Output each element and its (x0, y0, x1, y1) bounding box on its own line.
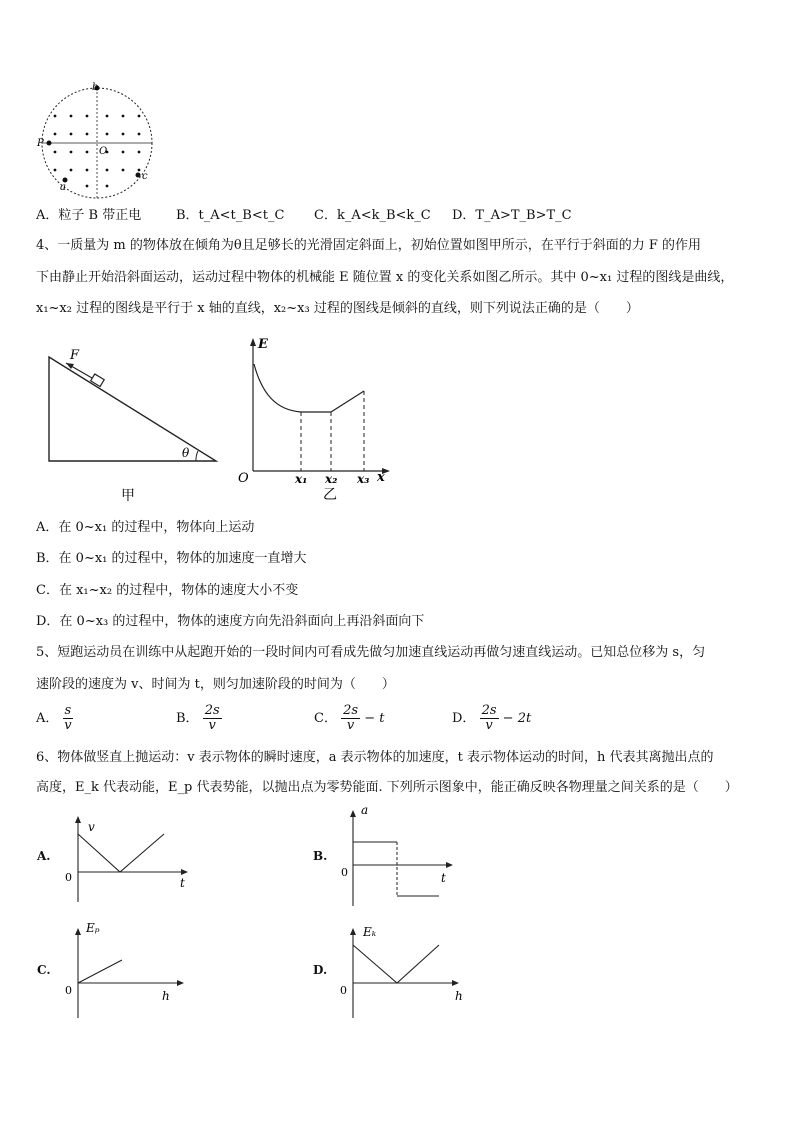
q5-stem-line2: 速阶段的速度为 v、时间为 t，则匀加速阶段的时间为（ ） (36, 677, 395, 692)
field-dot (106, 185, 109, 188)
svg-text:0: 0 (65, 871, 72, 884)
q4-option-b: B．在 0~x₁ 的过程中，物体的加速度一直增大 (36, 551, 307, 566)
field-dot (70, 169, 73, 172)
q6-graph-d-ek-h (335, 920, 475, 1020)
q4-stem-line1: 4、一质量为 m 的物体放在倾角为θ且足够长的光滑固定斜面上，初始位置如图甲所示，在平行于斜面的力 F 的作用 (36, 238, 701, 253)
q5-option-a: A． $\frac{s}{v}$ (36, 703, 72, 733)
incline-figure-jia (46, 345, 226, 505)
svg-text:h: h (455, 989, 463, 1003)
x3-label: x₃ (357, 472, 370, 486)
field-dot (138, 115, 141, 118)
svg-text:0: 0 (340, 984, 347, 997)
field-dot (70, 115, 73, 118)
angle-label: θ (182, 446, 190, 460)
field-dot (138, 133, 141, 136)
field-dot (122, 169, 125, 172)
q6-graph-c-label: C. (37, 963, 51, 977)
q3-option-a: A．粒子 B 带正电 (36, 208, 142, 223)
q5-option-c: C． $\frac{2s}{v}$ − t (314, 703, 385, 733)
field-dot (106, 115, 109, 118)
q4-option-a: A．在 0~x₁ 的过程中，物体向上运动 (36, 520, 255, 535)
field-dot (54, 169, 57, 172)
q5-option-b: B． $\frac{2s}{v}$ (176, 703, 220, 733)
x2-label: x₂ (325, 472, 338, 486)
q6-stem-line1: 6、物体做竖直上抛运动：v 表示物体的瞬时速度，a 表示物体的加速度，t 表示物体运动的时间，h 代表其离抛出点的 (36, 750, 714, 765)
q3-option-c: C．k_A<k_B<k_C (314, 208, 431, 223)
q5-stem-line1: 5、短跑运动员在训练中从起跑开始的一段时间内可看成先做匀加速直线运动再做匀速直线运动。已知总位移为 s，匀 (36, 645, 706, 660)
svg-text:t: t (180, 876, 185, 890)
q4-option-c: C．在 x₁~x₂ 的过程中，物体的速度大小不变 (36, 583, 299, 598)
svg-text:t: t (441, 871, 446, 885)
field-dot (86, 133, 89, 136)
e-axis-label: E (258, 337, 268, 352)
caption-yi: 乙 (323, 487, 337, 503)
svg-text:0: 0 (341, 866, 348, 879)
field-dot (54, 151, 57, 154)
field-dot (70, 133, 73, 136)
q4-option-d: D．在 0~x₃ 的过程中，物体的速度方向先沿斜面向上再沿斜面向下 (36, 614, 425, 629)
caption-jia: 甲 (121, 488, 135, 504)
label-p: P (37, 138, 44, 149)
field-dot (86, 185, 89, 188)
svg-text:0: 0 (65, 984, 72, 997)
field-dot (138, 169, 141, 172)
x-axis-label: x (377, 470, 385, 485)
svg-text:h: h (162, 989, 170, 1003)
q5-option-d: D． $\frac{2s}{v}$ − 2t (452, 703, 532, 733)
field-dot (86, 115, 89, 118)
field-dot (106, 133, 109, 136)
label-center: O (99, 146, 108, 157)
field-dot (122, 151, 125, 154)
x1-label: x₁ (295, 472, 308, 486)
q6-graph-a-label: A. (37, 849, 51, 863)
force-label: F (70, 348, 80, 363)
svg-text:Eₖ: Eₖ (363, 925, 377, 939)
field-dot (70, 151, 73, 154)
energy-position-graph-yi (236, 336, 396, 506)
svg-text:v: v (88, 820, 95, 834)
field-dot (54, 115, 57, 118)
q3-option-b: B．t_A<t_B<t_C (176, 208, 285, 223)
q6-graph-b-at (335, 802, 465, 907)
svg-text:a: a (361, 803, 369, 817)
label-c: c (142, 171, 148, 182)
svg-text:Eₚ: Eₚ (86, 921, 100, 935)
q6-stem-line2: 高度，E_k 代表动能，E_p 代表势能，以抛出点为零势能面. 下列所示图象中，能正确反映各物理量之间关系的是（ ） (36, 780, 738, 795)
q4-stem-line2: 下由静止开始沿斜面运动，运动过程中物体的机械能 E 随位置 x 的变化关系如图乙所示。其中 0~x₁ 过程的图线是曲线， (36, 270, 734, 285)
label-b: b (92, 82, 99, 93)
q6-graph-a-vt (60, 814, 200, 904)
magnetic-field-circle-figure (37, 78, 160, 193)
q4-stem-line3: x₁~x₂ 过程的图线是平行于 x 轴的直线，x₂~x₃ 过程的图线是倾斜的直线，则下列说法正确的是（ ） (36, 301, 639, 316)
q3-option-d: D．T_A>T_B>T_C (452, 208, 572, 223)
field-dot (138, 151, 141, 154)
field-dot (106, 169, 109, 172)
field-dot (122, 133, 125, 136)
q6-graph-d-label: D. (313, 963, 328, 977)
label-a: a (60, 182, 66, 193)
q6-graph-c-ep-h (60, 920, 200, 1020)
field-dot (122, 115, 125, 118)
field-dot (54, 133, 57, 136)
field-dot (86, 151, 89, 154)
origin-label: O (238, 471, 249, 486)
field-dot (86, 169, 89, 172)
q6-graph-b-label: B. (313, 849, 328, 863)
